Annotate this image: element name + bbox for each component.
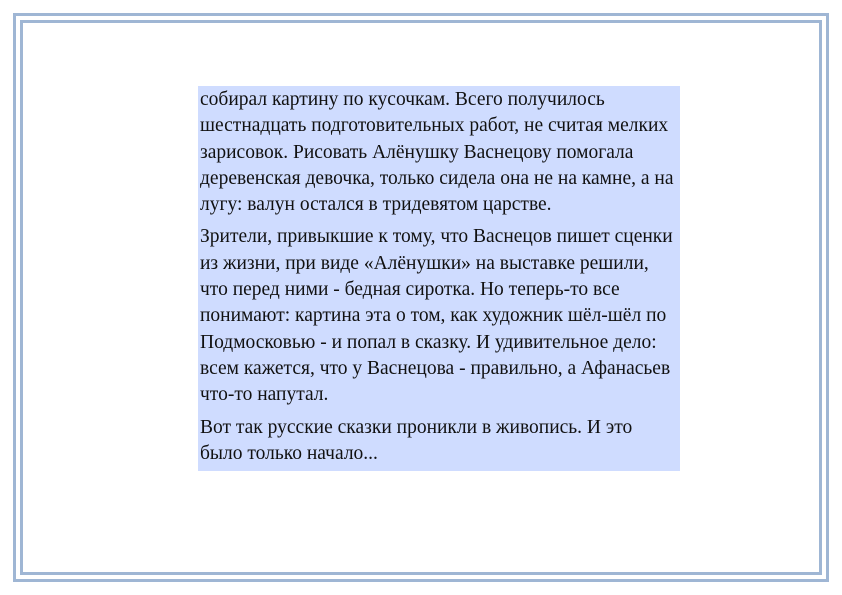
paragraph-3: Вот так русские сказки проникли в живопись. И это было только начало... xyxy=(200,416,633,464)
paragraph-1: собирал картину по кусочкам. Всего получилось шестнадцать подготовительных работ, не считая мелких зарисовок. Рисовать Алёнушку Васнецову помогала деревенская девочка, только сидела она не на камне, а на лугу: валун остался в тридевятом царстве. xyxy=(200,89,674,216)
paragraph-2: Зрители, привыкшие к тому, что Васнецов пишет сценки из жизни, при виде «Алёнушки» на выставке решили, что перед ними - бедная сиротка. Но теперь-то все понимают: картина эта о том, как художник шёл-шёл по Подмосковью - и попал в сказку. И удивительное дело: всем кажется, что у Васнецова - правильно, а Афанасьев что-то напутал. xyxy=(200,226,673,406)
slide-text-block xyxy=(198,86,680,471)
